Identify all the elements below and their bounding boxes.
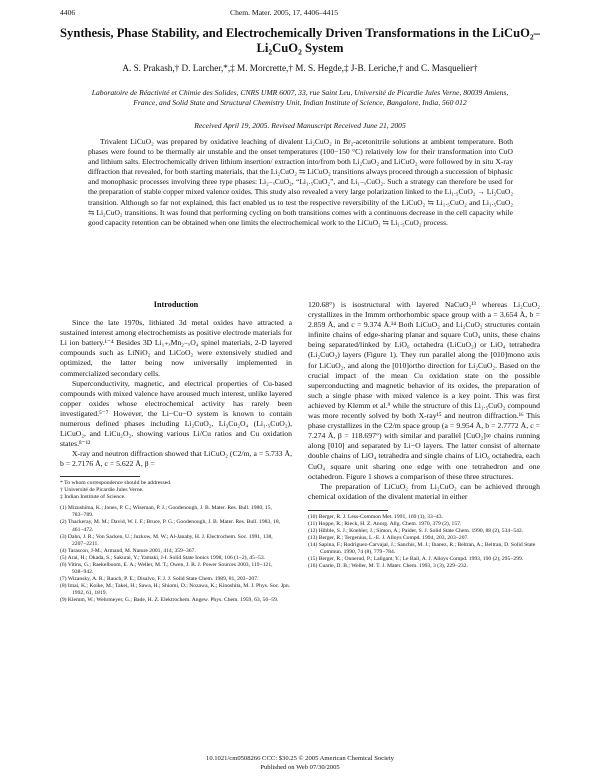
article-title: Synthesis, Phase Stability, and Electrochemically Driven Transformations in the LiCuO₂–Li₂CuO₂ System [60,26,540,55]
reference-item: (7) Wizansky, A. R.; Rauch, P. E.; Disalvo, F. J. J. Solid State Chem. 1989, 81, 203−207. [60,575,259,582]
abstract: Trivalent LiCuO₂ was prepared by oxidative leaching of divalent Li₂CuO₂ in Br₂-acetonitrile solutions at ambient temperature. Both phases were found to be thermally air unstable and the onset temperatures (100−150 °C) relatively low for their transformation into CuO and lithium salts. Electrochemically driven lithium insertion/ extraction into/from both Li₂CuO₂ and LiCuO₂ were followed by in situ X-ray diffraction that revealed, for both starting materials, that the Li₂CuO₂ ⇆ LiCuO₂ transitions always proceed through a succession of biphasic and monophasic processes involving three type phases: Li₂₋ₓCuO₂, “Li₁.₅CuO₂”, and Li₁₋ₓCuO₂. Such a strategy can therefore be used for the preparation of stable copper mixed valence oxides. This study also revealed a very large polarization linked to the Li₁.₅CuO₂ → Li₂CuO₂ transition. Although so far not explained, this fact enabled us to test the respective reversibility of the LiCuO₂ ⇆ Li₁.₅CuO₂ and Li₁.₅CuO₂ ⇆ Li₂CuO₂ transitions. It was found that performing cycling on both transitions comes with a continuous decrease in the cell capacity while good capacity retention can be obtained when one limits the electrochemical work to the LiCuO₂ ⇆ Li₁.₅CuO₂ process. [88,137,513,227]
body-paragraph: Superconductivity, magnetic, and electrical properties of Cu-based compounds with mixed valence have aroused much interest, unlike layered copper oxides whose electrochemical activity has rarely been investigated.⁵⁻⁷ However, the Li−Cu−O system is known to contain numerous defined phases including Li₂CuO₂, Li₃Cu₂O₄ (Li₁.₅CuO₂), LiCuO₂, and LiCu₂O₂, showing various Li/Cu ratios and Cu oxidation states.⁸⁻¹² [60,378,292,449]
journal-citation: Chem. Mater. 2005, 17, 4406–4415 [230,8,338,17]
section-heading-introduction: Introduction [153,300,199,309]
footnote: ‡ Indian Institute of Science. [60,494,126,501]
reference-item: (9) Klemm, W.; Wehrmeyer, G.; Bade, H. Z. Elektrochem. Angew. Phys. Chem. 1959, 63, 56−59. [60,597,279,603]
reference-item: (10) Berger, R. J. Less-Common Met. 1991, 169 (1), 33−43. [308,513,443,520]
doi-copyright: 10.1021/cm0508266 CCC: $30.25 © 2005 American Chemical Society [206,755,394,762]
footnote: * To whom correspondence should be addressed. [60,479,172,486]
body-paragraph: Since the late 1970s, lithiated 3d metal oxides have attracted a sustained interest among electrochemists as positive electrode materials for Li ion battery.¹⁻⁴ Besides 3D Li₁₊ₓMn₂₋ₓO₄ spinel materials, 2-D layered compounds such as LiNiO₂ and LiCoO₂ were extensively studied and optimized, the latter being now universally implemented in commercialized secondary cells. [60,318,292,378]
received-dates: Received April 19, 2005. Revised Manuscript Received June 21, 2005 [194,121,406,130]
body-paragraph: X-ray and neutron diffraction showed that LiCuO₂ (C2/m, a = 5.733 Å, b = 2.7176 Å, c = 5.622 Å, β = [60,449,292,469]
reference-divider [308,510,388,511]
reference-item: (5) Arai, H.; Okada, S.; Sakurai, Y.; Yamaki, J-I. Solid State Ionics 1998, 106 (1−2), 45−53. [60,554,266,561]
reference-item: (1) Mizushima, K.; Jones, P. C.; Wiseman, P. J.; Goodenough, J. B. Mater. Res. Bull. 1980, 15, 783−789. [60,505,272,519]
reference-list [308,514,540,570]
reference-item: (4) Tarascon, J-M.; Armand, M. Nature 2001, 414, 359−367. [60,547,196,554]
footnote-divider [60,476,140,477]
affiliations: Laboratoire de Réactivité et Chimie des Solides, CNRS UMR 6007, 33, rue Saint Leu, Université de Picardie Jules Verne, 80039 Amiens, France, and Solid State and Structural Chemistry Unit, Indian Institute of Science, Bangalore, India, 560 012 [91,88,509,107]
reference-item: (2) Thackeray, M. M.; David, W. I. F.; Bruce, P. G.; Goodenough, J. B. Mater. Res. Bull. 1983, 18, 461−472. [60,519,281,533]
reference-item: (16) Cuarie, D. B.; Weller, M. T. J. Mater. Chem. 1993, 3 (3), 229−232. [308,563,468,570]
page-number: 4406 [60,8,76,17]
reference-item: (11) Hoppe, R.; Rieck, H. Z. Anorg. Allg. Chem. 1970, 379 (2), 157. [308,520,462,527]
left-column [60,300,292,604]
reference-item: (8) Imai, K.; Koike, M.; Takei, H.; Sawa, H.; Shiomi, D.; Nozawa, K.; Kinoshita, M. J. Phys. Soc. Jpn. 1992, 61, 1819. [60,582,291,596]
reference-item: (15) Berger, R.; Onnerud, P.; Laligant, Y.; Le Bail, A. J. Alloys Compd. 1993, 190 (2), 295−299. [308,556,524,563]
reference-item: (14) Sapina, F.; Rodriguez-Carvajal, J.; Sanchis, M. J.; Ibanez, R.; Beltran, A.; Beltran, D. Solid State Commun. 1990, 74 (8), 779−784. [308,542,536,556]
reference-item: (3) Dahn, J. R.; Von Sacken, U.; Juzkow, M. W.; Al-Janaby, H. J. Electrochem. Soc. 1991, 138, 2207−2211. [60,533,273,547]
right-column [308,300,540,570]
body-paragraph: 120.68°) is isostructural with layered NaCuO₂¹³ whereas Li₂CuO₂ crystallizes in the Immm orthorhombic space group with a = 3.654 Å, b = 2.859 Å, and c = 9.374 Å.¹⁴ Both LiCuO₂ and Li₂CuO₂ structures contain infinite chains of edge-sharing planar and square CuO₄ units, these chains being separated/linked by LiO₆ octahedra (LiCuO₂) or LiO₄ tetrahedra (Li₂CuO₂) layers (Figure 1). They run parallel along the [010]mono axis for LiCuO₂, and along the [010]ortho direction for Li₂CuO₂. Based on the crucial impact of the mean Cu oxidation state on the possible superconducting and magnetic behavior of its oxides, the preparation of such a single phase with mixed valence is a key point. This was first achieved by Klemm et al.⁹ while the structure of this Li₁.₅CuO₂ compound was more recently solved by both X-ray¹⁵ and neutron diffraction.¹⁶ This phase crystallizes in the C2/m space group (a = 9.954 Å, b = 2.7772 Å, c = 7.274 Å, β = 118.697°) with similar and parallel [CuO₂]∞ chains running along [010] and separated by Li−O layers. The latter consist of alternate double chains of LiO₄ tetrahedra and single chains of LiO₆ octahedra, each CuO₄ square unit sharing one edge with one tetrahedron and one octahedron. Figure 1 shows a comparison of these three structures. [308,300,540,481]
body-paragraph: The preparation of LiCuO₂ from Li₂CuO₂ can be achieved through chemical oxidation of the divalent material in either [308,481,540,501]
footnote: † Université de Picardie Jules Verne. [60,486,144,493]
reference-list [60,505,292,604]
reference-item: (6) Vitins, G.; Raekelboom, E. A.; Weller, M. T.; Owen, J. R. J. Power Sources 2003, 119−121, 938−942. [60,561,273,575]
reference-item: (12) Hibble, S. J.; Koehler, J.; Simon, A.; Paider, S. J. Solid State Chem. 1990, 88 (2), 534−542. [308,527,524,534]
reference-item: (13) Berger, R.; Tergenius, L.-E. J. Alloys Compd. 1994, 203, 203−207. [308,535,469,542]
publication-date: Published on Web 07/30/2005 [260,764,340,771]
author-list: A. S. Prakash,† D. Larcher,*,‡ M. Morcrette,† M. S. Hegde,‡ J-B. Leriche,† and C. Masquelier† [122,63,478,73]
